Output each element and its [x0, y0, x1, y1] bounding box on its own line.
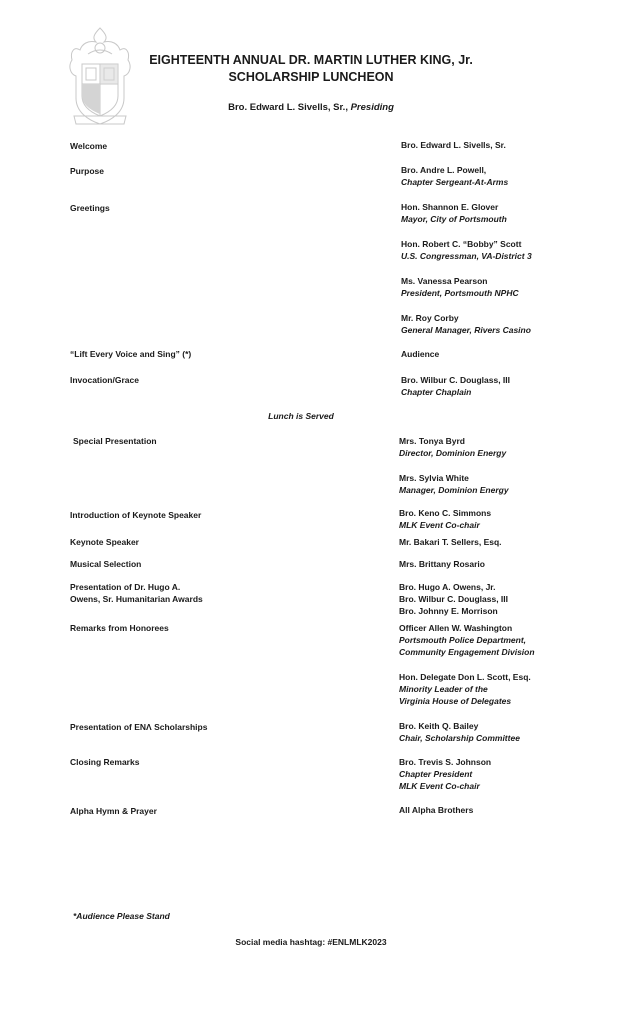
fraternity-crest-logo [66, 24, 134, 130]
person-name: All Alpha Brothers [399, 805, 474, 815]
program-value-honoree-2 [399, 671, 599, 707]
person-role: Virginia House of Delegates [399, 696, 512, 706]
program-label-honoree-remarks: Remarks from Honorees [70, 623, 169, 633]
page-title-line-2: SCHOLARSHIP LUNCHEON [228, 70, 394, 84]
person-role: Minority Leader of the [399, 684, 488, 694]
program-value-keynote-intro [399, 507, 599, 531]
program-label-greetings: Greetings [70, 203, 110, 213]
person-name: Hon. Delegate Don L. Scott, Esq. [399, 672, 531, 682]
program-label-keynote-intro: Introduction of Keynote Speaker [70, 510, 202, 520]
presiding-name: Bro. Edward L. Sivells, Sr., [228, 102, 351, 113]
person-name: Bro. Keno C. Simmons [399, 508, 492, 518]
person-role: Portsmouth Police Department, [399, 635, 527, 645]
person-role: MLK Event Co-chair [399, 520, 480, 530]
program-value-honoree-1 [399, 622, 599, 658]
program-label-welcome: Welcome [70, 141, 108, 151]
person-name: Ms. Vanessa Pearson [401, 276, 488, 286]
person-name: Mrs. Brittany Rosario [399, 559, 485, 569]
person-name: Bro. Hugo A. Owens, Jr. [399, 582, 496, 592]
person-name: Bro. Edward L. Sivells, Sr. [401, 140, 506, 150]
person-name: Audience [401, 349, 440, 359]
person-role: Manager, Dominion Energy [399, 485, 509, 495]
program-value-welcome [401, 139, 601, 151]
program-label-hymn: Alpha Hymn & Prayer [70, 806, 157, 816]
program-value-special-1 [399, 435, 599, 459]
person-role: Community Engagement Division [399, 647, 535, 657]
person-role: Chapter Sergeant-At-Arms [401, 177, 509, 187]
person-name: Mrs. Sylvia White [399, 473, 469, 483]
person-name: Bro. Andre L. Powell, [401, 165, 487, 175]
label-line: Owens, Sr. Humanitarian Awards [70, 594, 203, 604]
person-name: Officer Allen W. Washington [399, 623, 513, 633]
person-name: Hon. Shannon E. Glover [401, 202, 499, 212]
program-label-invocation: Invocation/Grace [70, 375, 139, 385]
person-role: Chair, Scholarship Committee [399, 733, 520, 743]
label-line: Presentation of Dr. Hugo A. [70, 582, 181, 592]
program-label-special-presentation: Special Presentation [73, 436, 157, 446]
person-name: Hon. Robert C. “Bobby” Scott [401, 239, 522, 249]
program-label-anthem: “Lift Every Voice and Sing” (*) [70, 349, 192, 359]
program-value-hymn [399, 804, 599, 816]
program-label-musical: Musical Selection [70, 559, 142, 569]
person-name: Bro. Wilbur C. Douglass, III [399, 594, 509, 604]
program-value-closing [399, 756, 599, 792]
page-title-line-1: EIGHTEENTH ANNUAL DR. MARTIN LUTHER KING, Jr. [149, 53, 473, 67]
person-role: Chapter President [399, 769, 473, 779]
program-value-humanitarian-awards [399, 581, 599, 617]
program-value-keynote [399, 536, 599, 548]
person-role: General Manager, Rivers Casino [401, 325, 531, 335]
person-role: MLK Event Co-chair [399, 781, 480, 791]
program-value-invocation [401, 374, 601, 398]
program-value-musical [399, 558, 599, 570]
footer-hashtag: Social media hashtag: #ENLMLK2023 [235, 937, 387, 947]
program-label-keynote: Keynote Speaker [70, 537, 139, 547]
presiding-role: Presiding [350, 102, 394, 113]
person-role: Mayor, City of Portsmouth [401, 214, 507, 224]
program-value-special-2 [399, 472, 599, 496]
person-name: Mr. Bakari T. Sellers, Esq. [399, 537, 502, 547]
program-value-greetings-2 [401, 238, 601, 262]
person-role: Chapter Chaplain [401, 387, 472, 397]
program-value-greetings-3 [401, 275, 601, 299]
person-role: U.S. Congressman, VA-District 3 [401, 251, 532, 261]
program-label-purpose: Purpose [70, 166, 105, 176]
person-name: Bro. Keith Q. Bailey [399, 721, 479, 731]
person-name: Bro. Trevis S. Johnson [399, 757, 492, 767]
person-name: Mrs. Tonya Byrd [399, 436, 465, 446]
presiding-line [140, 102, 482, 113]
footer-note: *Audience Please Stand [73, 911, 170, 921]
program-label-scholarships: Presentation of ENΛ Scholarships [70, 722, 208, 732]
person-role: President, Portsmouth NPHC [401, 288, 519, 298]
interlude-lunch: Lunch is Served [268, 411, 334, 421]
person-name: Bro. Wilbur C. Douglass, III [401, 375, 511, 385]
program-value-greetings-1 [401, 201, 601, 225]
person-name: Mr. Roy Corby [401, 313, 459, 323]
person-name: Bro. Johnny E. Morrison [399, 606, 498, 616]
program-label-closing: Closing Remarks [70, 757, 140, 767]
program-label-humanitarian-awards [70, 581, 250, 605]
program-value-greetings-4 [401, 312, 601, 336]
person-role: Director, Dominion Energy [399, 448, 507, 458]
program-value-purpose [401, 164, 601, 188]
program-value-anthem [401, 348, 601, 360]
program-value-scholarships [399, 720, 599, 744]
